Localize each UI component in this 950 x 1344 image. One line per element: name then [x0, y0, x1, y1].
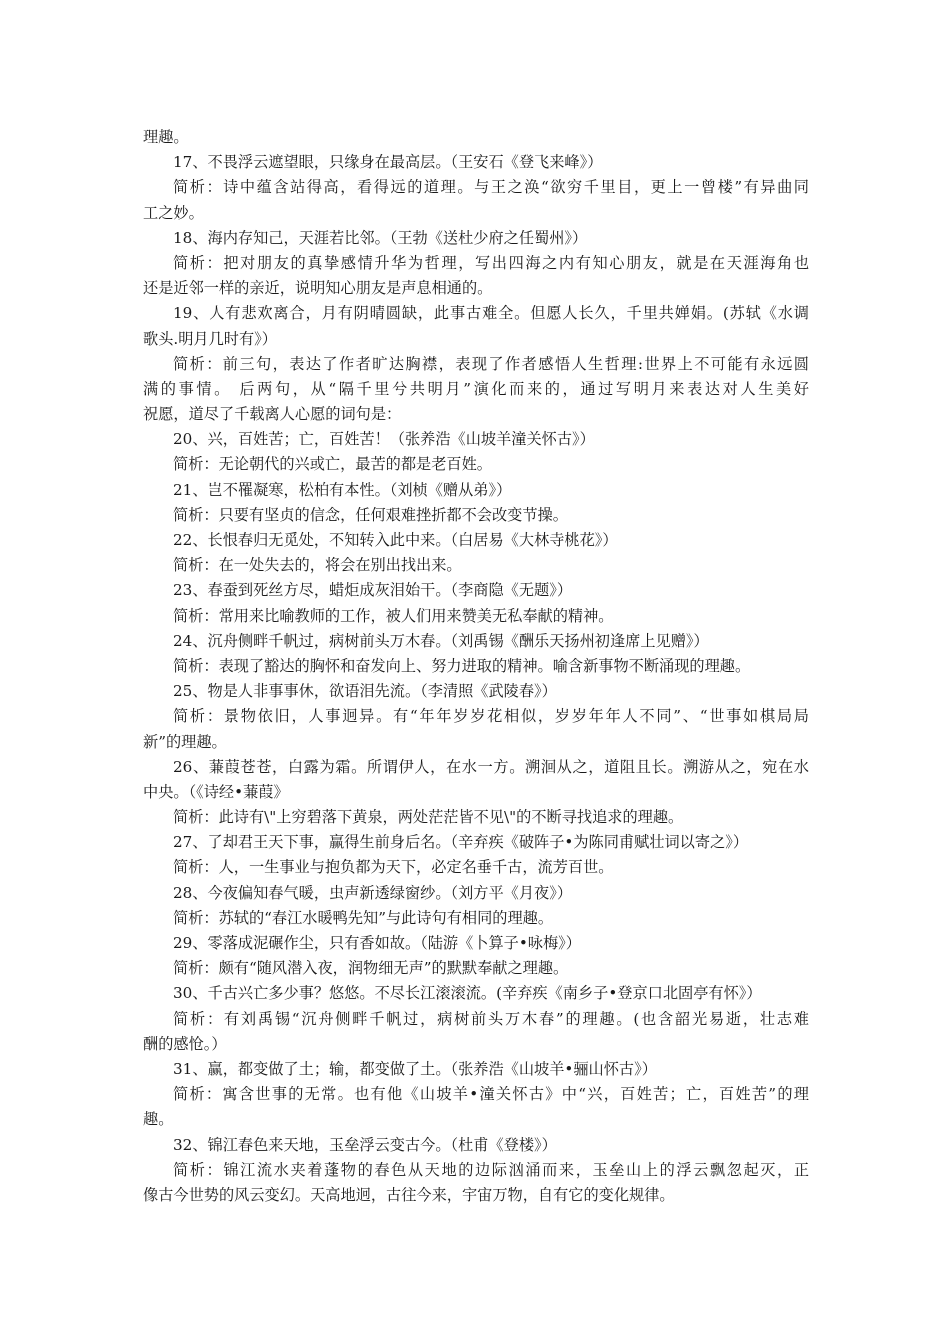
text-line: 新”的理趣。	[143, 732, 227, 751]
text-line: 祝愿，道尽了千载离人心愿的词句是：	[143, 405, 402, 424]
text-line: 31、赢，都变做了土；输，都变做了土。（张养浩《山坡羊•骊山怀古》）	[173, 1059, 657, 1078]
text-line: 24、沉舟侧畔千帆过，病树前头万木春。（刘禹锡《酬乐天扬州初逢席上见赠》）	[173, 631, 709, 650]
text-line: 28、今夜偏知春气暖，虫声新透绿窗纱。（刘方平《月夜》）	[173, 883, 573, 902]
text-line: 20、兴，百姓苦；亡，百姓苦！（张养浩《山坡羊潼关怀古》）	[173, 430, 595, 449]
text-line: 25、物是人非事事休，欲语泪先流。（李清照《武陵春》）	[173, 682, 557, 701]
text-line: 趣。	[143, 1110, 174, 1129]
text-line: 简析：只要有坚贞的信念，任何艰难挫折都不会改变节操。	[173, 505, 568, 524]
text-line: 工之妙。	[143, 203, 204, 222]
text-line: 简析：有刘禹锡“沉舟侧畔千帆过，病树前头万木春”的理趣。(也含韶光易逝，壮志难	[173, 1009, 809, 1028]
document-page	[143, 125, 809, 1208]
text-line: 中央。（《诗经•蒹葭》	[143, 782, 289, 801]
text-line: 简析：在一处失去的，将会在别出找出来。	[173, 556, 462, 575]
text-line: 23、春蚕到死丝方尽，蜡炬成灰泪始干。（李商隐《无题》）	[173, 581, 573, 600]
text-line: 21、岂不罹凝寒，松柏有本性。（刘桢《赠从弟》）	[173, 480, 512, 499]
document-body	[143, 125, 809, 1208]
text-line: 简析：无论朝代的兴或亡，最苦的都是老百姓。	[173, 455, 492, 474]
text-line: 29、零落成泥碾作尘，只有香如故。（陆游《卜算子•咏梅》）	[173, 934, 581, 952]
text-line: 26、蒹葭苍苍，白露为霜。所谓伊人，在水一方。溯洄从之，道阻且长。溯游从之，宛在水	[173, 757, 809, 776]
text-line: 简析：常用来比喻教师的工作，被人们用来赞美无私奉献的精神。	[173, 606, 614, 625]
text-line: 酬的感怆。）	[143, 1034, 227, 1053]
text-line: 22、长恨春归无觅处，不知转入此中来。（白居易《大林寺桃花》）	[173, 531, 618, 549]
text-line: 27、了却君王天下事，赢得生前身后名。（辛弃疾《破阵子•为陈同甫赋壮词以寄之》）	[173, 833, 749, 852]
text-line: 简析：表现了豁达的胸怀和奋发向上、努力进取的精神。喻含新事物不断涌现的理趣。	[173, 656, 751, 675]
text-line: 还是近邻一样的亲近，说明知心朋友是声息相通的。	[143, 279, 493, 298]
text-line: 简析：此诗有\"上穷碧落下黄泉，两处茫茫皆不见\"的不断寻找追求的理趣。	[173, 808, 684, 827]
text-line: 简析：诗中蕴含站得高，看得远的道理。与王之涣“欲穷千里目，更上一曾楼”有异曲同	[173, 178, 809, 197]
text-line: 简析：把对朋友的真挚感情升华为哲理，写出四海之内有知心朋友，就是在天涯海角也	[173, 253, 809, 272]
text-line: 简析：锦江流水夹着蓬物的春色从天地的边际汹涌而来，玉垒山上的浮云飘忽起灭，正	[173, 1160, 809, 1179]
text-line: 简析：苏轼的“春江水暖鸭先知”与此诗句有相同的理趣。	[173, 908, 554, 927]
text-line: 歌头.明月几时有》）	[143, 329, 277, 348]
text-line: 30、千古兴亡多少事？悠悠。不尽长江滚滚流。(辛弃疾《南乡子•登京口北固亭有怀》）	[173, 984, 762, 1003]
text-line: 简析：颇有“随风潜入夜，润物细无声”的默默奉献之理趣。	[173, 959, 569, 978]
text-line: 满的事情。 后两句，从“隔千里兮共明月”演化而来的，通过写明月来表达对人生美好	[143, 379, 809, 398]
text-line: 简析：前三句，表达了作者旷达胸襟，表现了作者感悟人生哲理:世界上不可能有永远圆	[173, 354, 809, 373]
text-line: 简析：景物依旧，人事迥异。有“年年岁岁花相似，岁岁年年人不同”、“世事如棋局局	[173, 707, 809, 726]
text-line: 32、锦江春色来天地，玉垒浮云变古今。（杜甫《登楼》）	[173, 1135, 557, 1154]
text-line: 简析：人，一生事业与抱负都为天下，必定名垂千古，流芳百世。	[173, 858, 614, 877]
text-line: 17、不畏浮云遮望眼，只缘身在最高层。（王安石《登飞来峰》）	[173, 153, 603, 172]
text-line: 18、海内存知己，天涯若比邻。（王勃《送杜少府之任蜀州》）	[173, 228, 588, 247]
text-line: 简析：寓含世事的无常。也有他《山坡羊•潼关怀古》中“兴，百姓苦；亡，百姓苦”的理	[173, 1085, 809, 1104]
text-line: 像古今世势的风云变幻。天高地迥，古往今来，宇宙万物，自有它的变化规律。	[143, 1185, 675, 1204]
text-line: 理趣。	[143, 128, 189, 146]
text-line: 19、人有悲欢离合，月有阴晴圆缺，此事古难全。但愿人长久，千里共婵娟。(苏轼《水调	[173, 304, 809, 323]
